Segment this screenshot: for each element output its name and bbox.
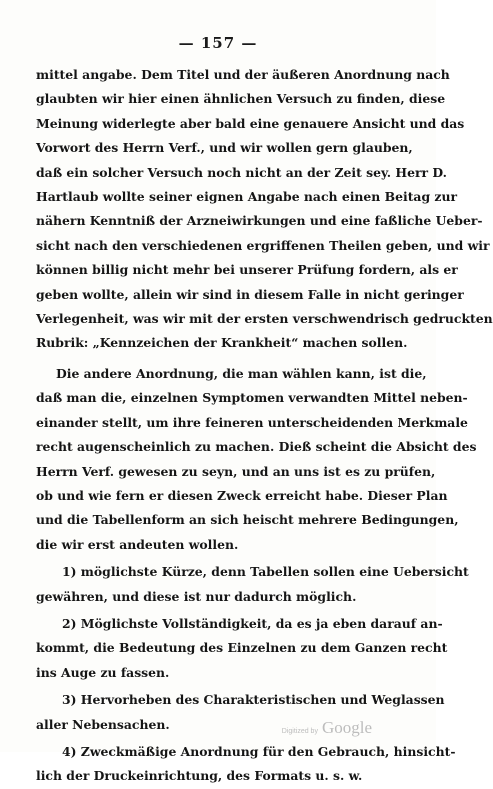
- text-line: 3) Hervorheben des Charakteristischen und Weglassen: [62, 692, 445, 708]
- text-line: 4) Zweckmäßige Anordnung für den Gebrauch, hinsicht-: [62, 743, 456, 759]
- text-line: Herrn Verf. gewesen zu seyn, und an uns ist es zu prüfen,: [36, 463, 436, 479]
- text-line: daß man die, einzelnen Symptomen verwandten Mittel neben-: [36, 390, 468, 406]
- text-line: 2) Möglichste Vollständigkeit, da es ja eben darauf an-: [62, 615, 443, 631]
- text-line: ob und wie fern er diesen Zweck erreicht habe. Dieser Plan: [36, 487, 448, 503]
- text-line: Vorwort des Herrn Verf., und wir wollen gern glauben,: [36, 140, 413, 156]
- text-line: recht augenscheinlich zu machen. Dieß scheint die Absicht des: [36, 439, 477, 455]
- text-line: können billig nicht mehr bei unserer Prüfung fordern, als er: [36, 262, 458, 278]
- paragraph-4: [36, 612, 448, 685]
- text-line: kommt, die Bedeutung des Einzelnen zu dem Ganzen recht: [36, 640, 448, 656]
- text-line: sicht nach den verschiedenen ergriffenen Theilen geben, und wir: [36, 237, 490, 253]
- paragraph-1: [36, 63, 493, 356]
- text-line: und die Tabellenform an sich heischt mehrere Bedingungen,: [36, 512, 459, 528]
- paragraph-6: [36, 740, 456, 789]
- text-line: einander stellt, um ihre feineren unterscheidenden Merkmale: [36, 414, 468, 430]
- text-line: die wir erst andeuten wollen.: [36, 536, 239, 552]
- google-logo: Google: [321, 718, 372, 737]
- text-line: glaubten wir hier einen ähnlichen Versuch zu finden, diese: [36, 91, 446, 107]
- text-line: Hartlaub wollte seiner eignen Angabe nach einen Beitag zur: [36, 189, 457, 205]
- text-line: geben wollte, allein wir sind in diesem Falle in nicht geringer: [36, 286, 464, 302]
- text-line: daß ein solcher Versuch noch nicht an der Zeit sey. Herr D.: [36, 164, 447, 180]
- body-text: [36, 63, 493, 789]
- paragraph-3: [36, 560, 469, 609]
- text-line: aller Nebensachen.: [36, 716, 170, 732]
- digitized-by-google-watermark: [282, 718, 372, 738]
- text-line: Die andere Anordnung, die man wählen kann, ist die,: [56, 365, 427, 381]
- text-line: Verlegenheit, was wir mit der ersten verschwendrisch gedruckten: [36, 311, 493, 327]
- text-line: 1) möglichste Kürze, denn Tabellen sollen eine Uebersicht: [62, 564, 469, 580]
- text-line: Meinung widerlegte aber bald eine genauere Ansicht und das: [36, 115, 465, 131]
- text-line: Rubrik: „Kennzeichen der Krankheit“ machen sollen.: [36, 335, 408, 351]
- text-line: gewähren, und diese ist nur dadurch möglich.: [36, 588, 357, 604]
- paragraph-2: [36, 362, 477, 557]
- text-line: ins Auge zu fassen.: [36, 664, 170, 680]
- text-line: lich der Druckeinrichtung, des Formats u. s. w.: [36, 768, 363, 784]
- watermark-prefix: Digitized by: [281, 728, 318, 735]
- text-line: nähern Kenntniß der Arzneiwirkungen und eine faßliche Ueber-: [36, 213, 483, 229]
- page-number-header: — 157 —: [178, 34, 258, 52]
- text-line: mittel angabe. Dem Titel und der äußeren Anordnung nach: [36, 67, 450, 82]
